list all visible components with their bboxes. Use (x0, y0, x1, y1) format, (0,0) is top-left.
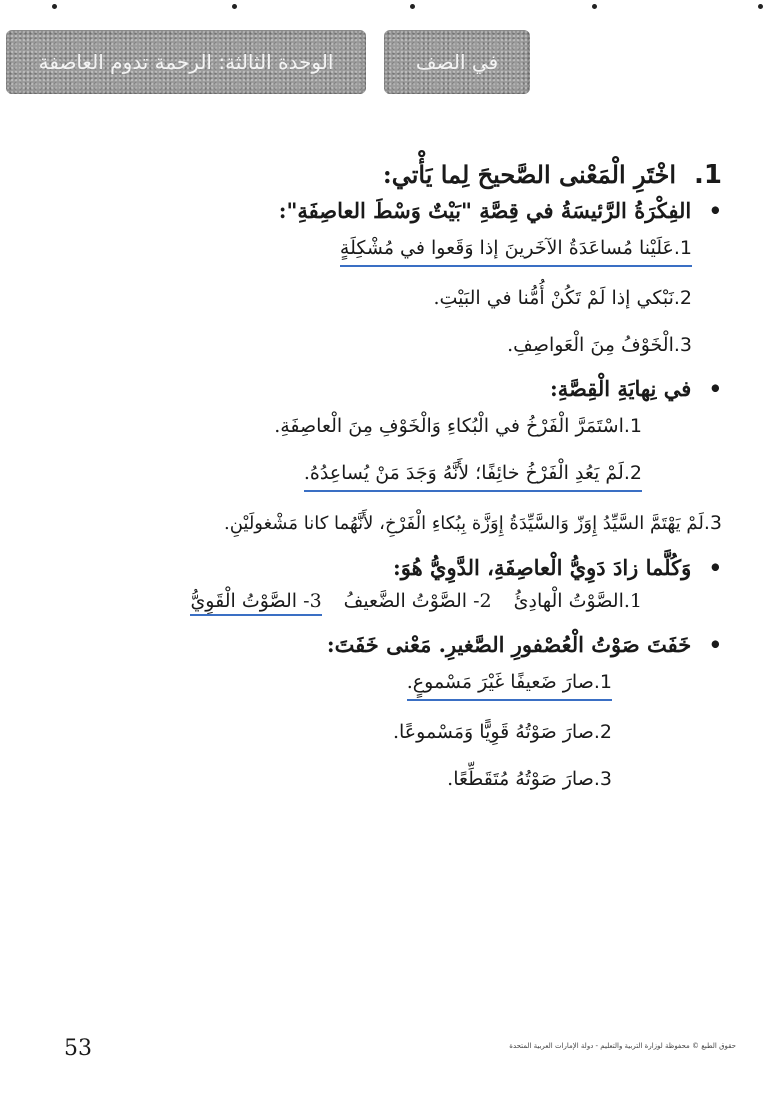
option-number: 1. (623, 589, 642, 612)
option-text: صارَ صَوْتُهُ مُتَقَطِّعًا. (447, 767, 594, 790)
selected-answer-underline (304, 458, 642, 492)
option-number: 3. (703, 511, 722, 534)
option-number: 1. (593, 670, 612, 693)
answer-option[interactable] (100, 508, 722, 539)
answer-option[interactable] (344, 590, 492, 616)
answer-option[interactable] (110, 764, 722, 794)
option-number: 2. (673, 287, 692, 310)
option-number: 3. (673, 333, 692, 356)
crop-dot (52, 4, 57, 9)
crop-dot (758, 4, 763, 9)
answer-option[interactable] (110, 411, 722, 441)
answer-option[interactable] (110, 283, 722, 313)
exercise-content (110, 160, 722, 810)
unit-title: الوحدة الثالثة: الرحمة تدوم العاصفة (38, 50, 334, 74)
crop-dot (410, 4, 415, 9)
prompt-text: الفِكْرَةُ الرَّئيسَةُ في قِصَّةِ "بَيْتٌ وَسْطَ العاصِفَةِ": (278, 198, 692, 223)
option-text: صارَ صَوْتُهُ قَوِيًّا وَمَسْموعًا. (392, 721, 594, 744)
answer-option[interactable] (110, 667, 722, 701)
option-text: الصَّوْتُ الْقَوِيُّ (190, 589, 298, 612)
answer-option[interactable] (110, 233, 722, 267)
prompt-text: في نِهايَةِ الْقِصَّةِ: (549, 376, 692, 402)
option-number: 1. (673, 237, 692, 259)
copyright-notice: حقوق الطبع © محفوظة لوزارة التربية والتعليم - دولة الإمارات العربية المتحدة (509, 1042, 736, 1050)
crop-dot (592, 4, 597, 9)
section-title: في الصف (415, 50, 499, 74)
option-number: 2. (623, 461, 642, 484)
answer-option[interactable] (110, 458, 722, 492)
section-title-band (384, 30, 530, 94)
question-prompt (110, 555, 722, 580)
option-text: لَمْ يَهْتَمَّ السَّيِّدُ إِوَزّ وَالسَّيِّدَةُ إِوَزَّة بِبُكاءِ الْفَرْخِ، لأَنَّهُما كانا مَشْغولَيْنِ. (223, 512, 704, 534)
selected-answer-underline[interactable] (190, 590, 321, 616)
selected-answer-underline (340, 233, 692, 267)
option-text: صارَ ضَعيفًا غَيْرَ مَسْموعٍ. (406, 670, 594, 693)
question-prompt (110, 198, 722, 223)
option-text: الصَّوْتُ الضَّعيفُ (343, 589, 468, 612)
option-number: 3. (593, 767, 612, 790)
option-number: 3- (303, 589, 322, 612)
unit-title-band (6, 30, 366, 94)
page-number: 53 (64, 1036, 92, 1061)
option-number: 1. (623, 415, 642, 438)
option-number: 2- (473, 589, 492, 612)
question-prompt (110, 376, 722, 401)
answer-option[interactable] (110, 330, 722, 360)
option-text: عَلَيْنا مُساعَدَةُ الآخَرينَ إذا وَقَعوا في مُشْكِلَةٍ (339, 237, 674, 259)
selected-answer-underline (407, 667, 612, 701)
option-text: نَبْكي إذا لَمْ تَكُنْ أُمُّنا في البَيْتِ. (433, 287, 674, 310)
prompt-text: خَفَتَ صَوْتُ الْعُصْفورِ الصَّغيرِ. مَعْنى خَفَتَ: (326, 631, 692, 657)
option-text: اسْتَمَرَّ الْفَرْخُ في الْبُكاءِ وَالْخَوْفِ مِنَ الْعاصِفَةِ. (274, 415, 624, 438)
option-number: 2. (593, 721, 612, 744)
option-text: لَمْ يَعُدِ الْفَرْخُ خائِفًا؛ لأَنَّهُ وَجَدَ مَنْ يُساعِدُهُ. (303, 461, 624, 484)
question-heading (110, 160, 722, 190)
question-title: اخْتَرِ الْمَعْنى الصَّحيحَ لِما يَأْتي: (382, 160, 677, 189)
top-crop-marks (0, 0, 780, 14)
option-text: الْخَوْفُ مِنَ الْعَواصِفِ. (507, 333, 674, 356)
question-number: 1. (694, 160, 722, 190)
answer-option[interactable] (514, 590, 642, 616)
prompt-text: وَكُلَّما زادَ دَوِيُّ الْعاصِفَةِ، الدَّوِيُّ هُوَ: (393, 554, 692, 580)
answer-option[interactable] (110, 717, 722, 747)
answer-options-row (110, 590, 722, 616)
question-prompt (110, 632, 722, 657)
option-text: الصَّوْتُ الْهادِئُ (513, 589, 624, 612)
crop-dot (232, 4, 237, 9)
